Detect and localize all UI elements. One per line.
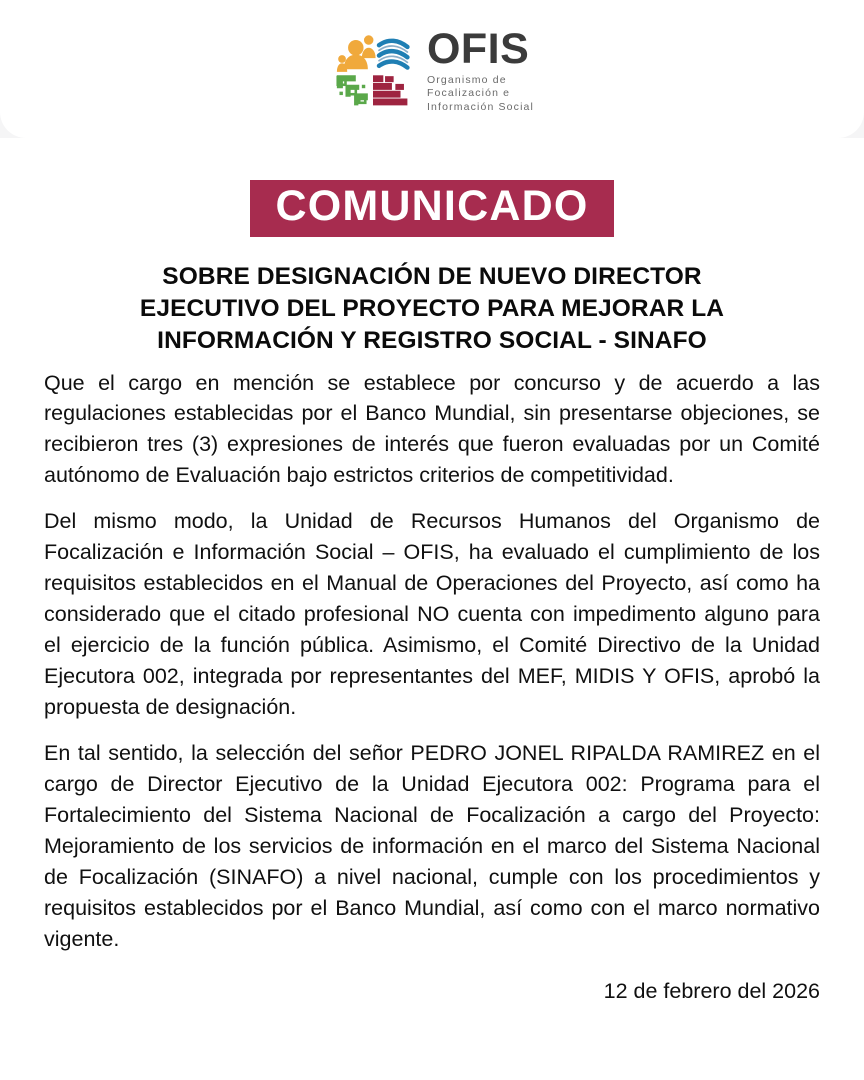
paragraph-3: En tal sentido, la selección del señor PEDRO JONEL RIPALDA RAMIREZ en el cargo de Director Ejecutivo de la Unidad Ejecutora 002: Programa para el Fortalecimiento del Sistema Nacional de Focalización a cargo del Proyecto: Mejoramiento de los servicios de información en el marco del Sistema Nacional de Focalización (SINAFO) a nivel nacional, cumple con los procedimientos y requisitos establecidos por el Banco Mundial, así como con el marco normativo vigente. — [44, 741, 820, 951]
publication-date: 12 de febrero del 2026 — [603, 978, 820, 1003]
comunicado-banner: COMUNICADO — [250, 180, 615, 237]
paragraph-2: Del mismo modo, la Unidad de Recursos Humanos del Organismo de Focalización e Información Social – OFIS, ha evaluado el cumplimiento de los requisitos establecidos en el Manual de Operaciones del Proyecto, así como ha considerado que el citado profesional NO cuenta con impedimento alguno para el ejercicio de la función pública. Asimismo, el Comité Directivo de la Unidad Ejecutora 002, integrada por representantes del MEF, MIDIS Y OFIS, aprobó la propuesta de designación. — [44, 509, 820, 720]
headline-line-3: INFORMACIÓN Y REGISTRO SOCIAL - SINAFO — [157, 326, 707, 354]
ofis-logo-lockup — [330, 24, 535, 114]
header-card — [0, 0, 864, 138]
headline-line-1: SOBRE DESIGNACIÓN DE NUEVO DIRECTOR — [162, 263, 702, 290]
brand-tagline — [427, 74, 534, 114]
announcement-sheet — [0, 138, 864, 1080]
page-title — [44, 261, 820, 357]
tagline-line-2: Focalización e — [426, 87, 511, 100]
headline-line-2: EJECUTIVO DEL PROYECTO PARA MEJORAR LA — [139, 294, 725, 322]
banner-row — [44, 180, 820, 237]
paragraph-1: Que el cargo en mención se establece por concurso y de acuerdo a las regulaciones establecidas por el Banco Mundial, sin presentarse objeciones, se recibieron tres (3) expresiones de interés que fueron evaluadas por un Comité autónomo de Evaluación bajo estrictos criterios de competitividad. — [44, 370, 820, 488]
body-text — [44, 368, 820, 955]
brand-name: OFIS — [426, 24, 530, 73]
tagline-line-3: Información Social — [426, 100, 535, 113]
ofis-circular-emblem-icon — [330, 28, 416, 114]
tagline-line-1: Organismo de — [426, 73, 507, 86]
ofis-wordmark — [426, 24, 535, 114]
